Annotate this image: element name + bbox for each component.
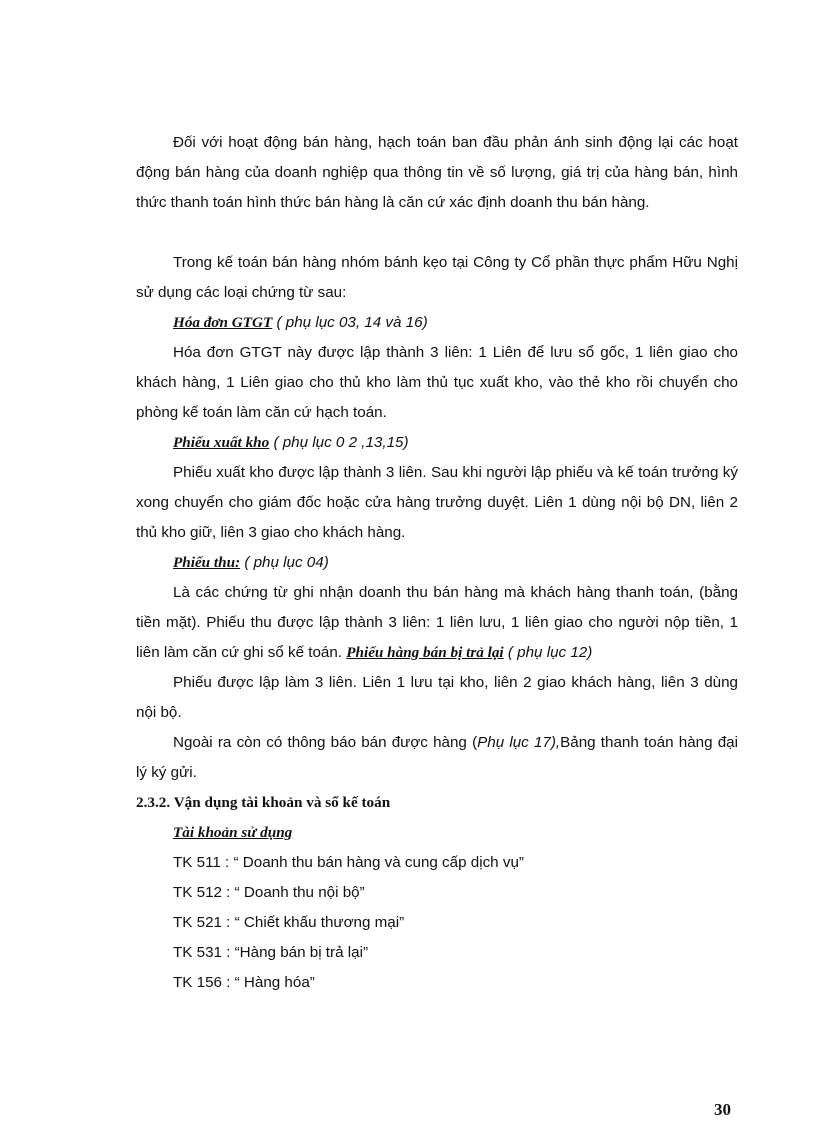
receipt-ref: ( phụ lục 04) <box>240 554 329 571</box>
paragraph-receipt: Là các chứng từ ghi nhận doanh thu bán hàng mà khách hàng thanh toán, (bằng tiền mặt). Phiếu thu được lập thành 3 liên: 1 liên lưu, 1 liên giao cho người nộp tiền, 1 liên làm căn cứ ghi sổ kế toán. Phiếu hàng bán bị trả lại ( phụ lục 12) <box>136 584 738 661</box>
appendix-17-ref: Phụ lục 17), <box>477 734 561 751</box>
heading-export-slip <box>173 428 738 458</box>
return-slip-title: Phiếu hàng bán bị trả lại <box>346 644 504 661</box>
paragraph-other-documents: Ngoài ra còn có thông báo bán được hàng (Phụ lục 17),Bảng thanh toán hàng đại lý ký gửi. <box>136 734 738 781</box>
heading-receipt <box>173 548 738 578</box>
account-item-512: TK 512 : “ Doanh thu nội bộ” <box>173 884 365 901</box>
account-item-521: TK 521 : “ Chiết khấu thương mại” <box>173 914 405 931</box>
paragraph-documents-used: Trong kế toán bán hàng nhóm bánh kẹo tại Công ty Cổ phần thực phẩm Hữu Nghị sử dụng các loại chứng từ sau: <box>136 254 738 301</box>
export-slip-title: Phiếu xuất kho <box>173 434 270 451</box>
paragraph-return-slip: Phiếu được lập làm 3 liên. Liên 1 lưu tại kho, liên 2 giao khách hàng, liên 3 dùng nội bộ. <box>136 674 738 721</box>
paragraph-sales-accounting-intro: Đối với hoạt động bán hàng, hạch toán ban đầu phản ánh sinh động lại các hoạt động bán hàng của doanh nghiệp qua thông tin về số lượng, giá trị của hàng bán, hình thức thanh toán hình thức bán hàng là căn cứ xác định doanh thu bán hàng. <box>136 134 738 211</box>
account-item-511: TK 511 : “ Doanh thu bán hàng và cung cấp dịch vụ” <box>173 854 524 871</box>
accounts-heading: Tài khoản sử dụng <box>173 824 293 841</box>
heading-vat-invoice <box>173 308 738 338</box>
receipt-title: Phiếu thu: <box>173 554 241 571</box>
paragraph-vat-invoice: Hóa đơn GTGT này được lập thành 3 liên: 1 Liên để lưu sổ gốc, 1 liên giao cho khách hàng, 1 Liên giao cho thủ kho làm thủ tục xuất kho, vào thẻ kho rồi chuyển cho phòng kế toán làm căn cứ hạch toán. <box>136 344 738 421</box>
account-item-531: TK 531 : “Hàng bán bị trả lại” <box>173 944 369 961</box>
return-slip-ref: ( phụ lục 12) <box>503 644 593 661</box>
export-slip-ref: ( phụ lục 0 2 ,13,15) <box>269 434 409 451</box>
page-number: 30 <box>714 1100 731 1119</box>
vat-invoice-title: Hóa đơn GTGT <box>173 314 273 331</box>
account-item-156: TK 156 : “ Hàng hóa” <box>173 974 315 991</box>
paragraph-export-slip: Phiếu xuất kho được lập thành 3 liên. Sau khi người lập phiếu và kế toán trưởng ký xong chuyển cho giám đốc hoặc cửa hàng trưởng duyệt. Liên 1 dùng nội bộ DN, liên 2 thủ kho giữ, liên 3 giao cho khách hàng. <box>136 464 738 541</box>
vat-invoice-ref: ( phụ lục 03, 14 và 16) <box>272 314 428 331</box>
section-heading: 2.3.2. Vận dụng tài khoản và sổ kế toán <box>136 794 391 811</box>
